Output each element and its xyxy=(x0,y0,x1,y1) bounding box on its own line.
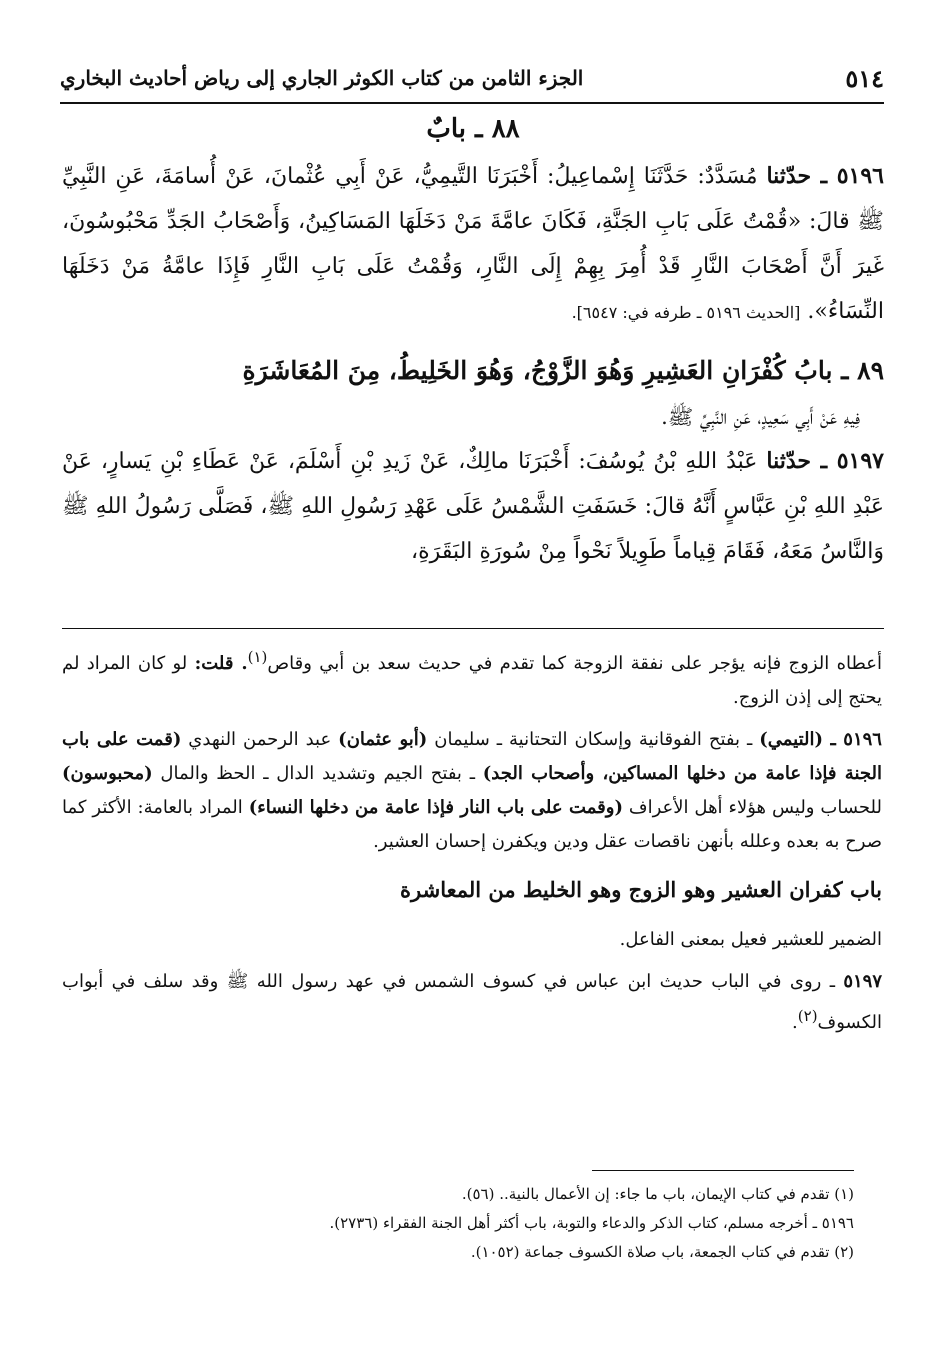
footnote-1: (١) تقدم في كتاب الإيمان، باب ما جاء: إن الأعمال بالنية.. (٥٦). xyxy=(461,1185,854,1203)
matn-commentary-divider xyxy=(62,628,884,629)
page-number: ٥١٤ xyxy=(845,63,884,93)
hadith-5196-reference: [الحديث ٥١٩٦ ـ طرفه في: ٦٥٤٧]. xyxy=(571,303,801,322)
commentary-p1-text: أعطاه الزوج فإنه يؤجر على نفقة الزوجة كما تقدم في حديث سعد بن أبي وقاص xyxy=(267,653,882,674)
commentary-p2-seg4: عبد الرحمن النهدي xyxy=(188,729,332,750)
commentary-p2-seg1: ٥١٩٦ ـ (التيمي) xyxy=(759,729,882,750)
commentary-p3: الضمير للعشير فعيل بمعنى الفاعل. xyxy=(619,929,882,950)
commentary-p4 xyxy=(62,965,882,1040)
footnote-2: (٢) تقدم في كتاب الجمعة، باب صلاة الكسوف جماعة (١٠٥٢). xyxy=(470,1243,854,1261)
commentary-p1-rest: لو كان المراد لم يحتج إلى إذن الزوج. xyxy=(62,653,882,708)
footnotes xyxy=(62,1180,854,1267)
hadith-5197-text: عَبْدُ اللهِ بْنُ يُوسُفَ: أَخْبَرَنَا مالِكٌ، عَنْ زَيدِ بْنِ أَسْلَمَ، عَنْ عَطَاءِ بْنِ يَسارٍ، عَنْ عَبْدِ اللهِ بْنِ عَبَّاسٍ أَنَّهُ قالَ: خَسَفَتِ الشَّمْسُ عَلَى عَهْدِ رَسُولِ اللهِ ﷺ، فَصَلَّى رَسُولُ اللهِ ﷺ وَالنَّاسُ مَعَهُ، فَقَامَ قِياماً طَوِيلاً نَحْواً مِنْ سُورَةِ البَقَرَةِ، xyxy=(62,449,884,564)
commentary-p2-seg8: للحساب وليس هؤلاء أهل الأعراف xyxy=(628,797,882,818)
matn-section xyxy=(62,108,884,574)
commentary-p4-text: ـ روى في الباب حديث ابن عباس في كسوف الشمس في عهد رسول الله ﷺ وقد سلف في أبواب الكسوف xyxy=(62,971,882,1033)
commentary-p2-seg5: (قمت على باب الجنة فإذا عامة من دخلها المساكين، وأصحاب الجد) xyxy=(62,729,882,784)
commentary-heading: باب كفران العشير وهو الزوج وهو الخليط من المعاشرة xyxy=(400,877,882,902)
commentary-p2-seg10: المراد بالعامة: الأكثر كما صرح به بعده وعلله بأنهن ناقصات عقل ودين ويكفرن إحسان العشير. xyxy=(62,797,882,852)
commentary-p2-seg9: (وقمت على باب النار فإذا عامة من دخلها النساء) xyxy=(248,797,623,818)
commentary-p2-seg7: (محبوسون) xyxy=(62,763,153,784)
commentary-p4-end: . xyxy=(792,1012,798,1033)
hadith-5196-text: مُسَدَّدٌ: حَدَّثَنَا إِسْماعِيلُ: أَخْبَرَنَا التَّيمِيُّ، عَنْ أَبِي عُثْمانَ، عَنْ أُسامَةَ، عَنِ النَّبِيِّ ﷺ قالَ: «قُمْتُ عَلَى بَابِ الجَنَّةِ، فَكَانَ عامَّةَ مَنْ دَخَلَهَا المَسَاكِينُ، وَأَصْحَابُ الجَدِّ مَحْبُوسُونَ، غَيرَ أَنَّ أَصْحَابَ النَّارِ قَدْ أُمِرَ بِهِمْ إِلَى النَّارِ، وَقُمْتُ عَلَى بَابِ النَّارِ فَإِذَا عامَّةُ مَنْ دَخَلَهَا النِّسَاءُ». xyxy=(62,164,884,324)
commentary-p2 xyxy=(62,723,882,859)
page-header xyxy=(60,58,884,104)
hadith-5196-id: ٥١٩٦ ـ حدّثنا xyxy=(766,163,884,189)
commentary-p2-seg6: ـ بفتح الجيم وتشديد الدال ـ الحظ والمال xyxy=(160,763,475,784)
commentary-p1 xyxy=(62,640,882,715)
footnote-ref-1: (١) xyxy=(247,648,268,666)
footnote-divider xyxy=(592,1170,854,1171)
commentary-p2-seg3: (أبو عثمان) xyxy=(338,729,428,750)
hadith-5197-id: ٥١٩٧ ـ حدّثنا xyxy=(766,448,884,474)
hadith-5197 xyxy=(62,439,884,574)
footnote-ref-2: (٢) xyxy=(797,1007,818,1025)
commentary-section xyxy=(62,640,882,1048)
hadith-5196 xyxy=(62,154,884,335)
commentary-p2-seg2: ـ بفتح الفوقانية وإسكان التحتانية ـ سليمان xyxy=(434,729,753,750)
chapter-89-fihi: فِيهِ عَنْ أَبِي سَعِيدٍ، عَنِ النَّبِيِّ ﷺ. xyxy=(661,405,860,429)
commentary-p4-id: ٥١٩٧ xyxy=(843,971,882,992)
running-title: الجزء الثامن من كتاب الكوثر الجاري إلى رياض أحاديث البخاري xyxy=(60,66,584,90)
commentary-p1-bold: . قلت: xyxy=(194,653,248,674)
chapter-89-heading: ٨٩ ـ بابُ كُفْرَانِ العَشِيرِ وَهُوَ الزَّوْجُ، وَهُوَ الخَلِيطُ، مِنَ المُعَاشَرَةِ xyxy=(242,356,884,385)
chapter-88-heading: ٨٨ ـ بابٌ xyxy=(426,114,520,144)
footnote-5196: ٥١٩٦ ـ أخرجه مسلم، كتاب الذكر والدعاء والتوبة، باب أكثر أهل الجنة الفقراء (٢٧٣٦). xyxy=(329,1214,854,1232)
